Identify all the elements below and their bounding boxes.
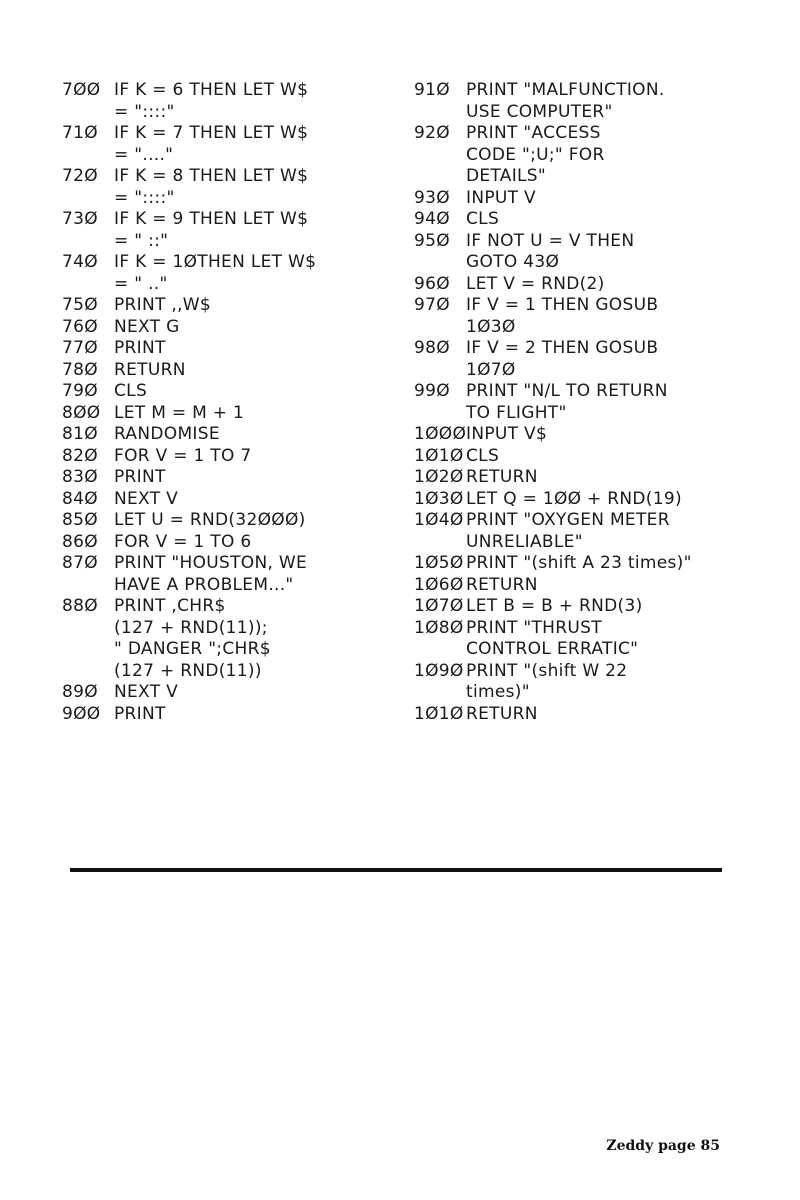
code-line <box>414 575 744 597</box>
code-text: IF V = 2 THEN GOSUB <box>466 338 659 358</box>
code-line <box>414 80 744 123</box>
line-number: 1Ø1Ø <box>414 703 464 724</box>
code-line <box>62 166 382 209</box>
code-text: FOR V = 1 TO 7 <box>114 445 252 466</box>
code-statement <box>114 682 178 704</box>
code-text: IF K = 6 THEN LET W$ <box>114 80 309 100</box>
code-line <box>414 553 744 575</box>
code-statement <box>466 338 658 381</box>
code-line <box>62 123 382 166</box>
line-number: 1Ø4Ø <box>414 510 464 530</box>
horizontal-rule <box>70 868 722 872</box>
code-statement <box>466 274 605 296</box>
code-text: CLS <box>466 209 500 229</box>
code-statement <box>114 467 166 489</box>
code-statement <box>114 510 306 532</box>
code-line <box>414 209 744 231</box>
code-line <box>62 424 382 446</box>
code-statement <box>466 188 536 210</box>
code-line <box>414 231 744 274</box>
code-text: GOTO 43Ø <box>466 252 560 272</box>
code-statement <box>466 704 538 726</box>
code-text: PRINT "(shift A 23 times)" <box>466 553 692 573</box>
code-text: LET Q = 1ØØ + RND(19) <box>466 488 682 509</box>
line-number: 82Ø <box>62 445 98 466</box>
line-number: 79Ø <box>62 381 98 401</box>
code-line <box>62 403 382 425</box>
code-text: CODE ";U;" FOR <box>466 144 605 165</box>
code-line <box>414 338 744 381</box>
line-number: 93Ø <box>414 187 450 208</box>
code-statement <box>466 510 670 553</box>
code-statement <box>466 661 627 704</box>
code-statement <box>466 618 638 661</box>
code-statement <box>114 381 147 403</box>
code-text: 1Ø3Ø <box>466 316 516 337</box>
line-number: 1ØØØ <box>414 424 467 444</box>
code-text: NEXT G <box>114 316 180 337</box>
line-number: 77Ø <box>62 338 98 358</box>
line-number: 1Ø9Ø <box>414 660 464 681</box>
code-text: USE COMPUTER" <box>466 101 613 122</box>
line-number: 7ØØ <box>62 80 101 100</box>
code-text: CLS <box>114 381 148 401</box>
code-text: = " ::" <box>114 230 169 251</box>
code-line <box>414 188 744 210</box>
code-text: IF K = 1ØTHEN LET W$ <box>114 252 317 272</box>
line-number: 1Ø7Ø <box>414 596 464 616</box>
line-number: 91Ø <box>414 80 450 100</box>
code-text: HAVE A PROBLEM..." <box>114 574 294 595</box>
code-line <box>62 553 382 596</box>
line-number: 86Ø <box>62 531 98 552</box>
line-number: 1Ø2Ø <box>414 467 464 487</box>
code-text: IF K = 9 THEN LET W$ <box>114 209 309 229</box>
code-statement <box>466 575 538 597</box>
code-statement <box>114 295 211 317</box>
code-line <box>414 618 744 661</box>
listing-left-column <box>62 80 382 725</box>
code-statement <box>114 166 308 209</box>
code-line <box>414 381 744 424</box>
line-number: 99Ø <box>414 381 450 401</box>
code-statement <box>466 489 682 511</box>
code-text: PRINT <box>114 703 166 724</box>
code-line <box>414 295 744 338</box>
code-statement <box>114 446 251 468</box>
code-text: PRINT ,,W$ <box>114 295 212 315</box>
line-number: 75Ø <box>62 295 98 315</box>
code-text: LET B = B + RND(3) <box>466 596 643 616</box>
code-text: PRINT "THRUST <box>466 617 602 638</box>
code-text: (127 + RND(11)) <box>114 660 262 681</box>
code-statement <box>466 446 499 468</box>
code-statement <box>466 424 547 446</box>
code-line <box>62 682 382 704</box>
line-number: 92Ø <box>414 123 450 143</box>
code-text: IF K = 8 THEN LET W$ <box>114 166 309 186</box>
code-line <box>62 317 382 339</box>
code-text: TO FLIGHT" <box>466 402 567 423</box>
code-line <box>414 661 744 704</box>
code-statement <box>114 489 178 511</box>
code-text: IF V = 1 THEN GOSUB <box>466 295 659 315</box>
code-text: CLS <box>466 445 500 466</box>
code-line <box>414 274 744 296</box>
line-number: 8ØØ <box>62 402 101 423</box>
code-statement <box>114 317 180 339</box>
code-line <box>414 467 744 489</box>
code-statement <box>114 424 220 446</box>
line-number: 98Ø <box>414 338 450 358</box>
code-text: LET M = M + 1 <box>114 402 245 423</box>
code-text: PRINT <box>114 338 166 358</box>
line-number: 95Ø <box>414 230 450 251</box>
code-line <box>62 295 382 317</box>
line-number: 78Ø <box>62 359 98 380</box>
code-text: = " .." <box>114 273 168 294</box>
line-number: 81Ø <box>62 424 98 444</box>
code-text: RETURN <box>114 359 186 380</box>
line-number: 1Ø3Ø <box>414 488 464 509</box>
code-statement <box>114 80 308 123</box>
code-line <box>414 446 744 468</box>
code-text: INPUT V <box>466 187 536 208</box>
line-number: 1Ø8Ø <box>414 617 464 638</box>
code-text: RETURN <box>466 574 538 595</box>
code-line <box>62 381 382 403</box>
code-line <box>62 446 382 468</box>
code-text: 1Ø7Ø <box>466 359 516 380</box>
code-line <box>414 596 744 618</box>
code-text: RETURN <box>466 703 538 724</box>
line-number: 71Ø <box>62 123 98 143</box>
code-text: INPUT V$ <box>466 424 548 444</box>
code-text: PRINT "HOUSTON, WE <box>114 553 308 573</box>
code-statement <box>114 209 308 252</box>
code-text: PRINT "(shift W 22 <box>466 660 628 681</box>
code-statement <box>466 596 643 618</box>
code-line <box>62 596 382 682</box>
code-statement <box>114 553 307 596</box>
code-text: RANDOMISE <box>114 424 220 444</box>
code-line <box>62 80 382 123</box>
line-number: 1Ø6Ø <box>414 574 464 595</box>
code-statement <box>114 360 186 382</box>
code-statement <box>114 596 271 682</box>
code-text: CONTROL ERRATIC" <box>466 639 639 659</box>
code-text: (127 + RND(11)); <box>114 617 268 638</box>
code-text: PRINT "MALFUNCTION. <box>466 80 665 100</box>
line-number: 1Ø5Ø <box>414 553 464 573</box>
line-number: 87Ø <box>62 553 98 573</box>
code-text: PRINT "OXYGEN METER <box>466 510 670 530</box>
code-text: IF NOT U = V THEN <box>466 230 635 251</box>
code-statement <box>466 467 538 489</box>
code-line <box>414 510 744 553</box>
page-footer: Zeddy page 85 <box>606 1138 720 1154</box>
code-line <box>414 123 744 188</box>
code-text: " DANGER ";CHR$ <box>114 639 271 659</box>
line-number: 89Ø <box>62 682 98 702</box>
code-line <box>62 252 382 295</box>
line-number: 97Ø <box>414 295 450 315</box>
code-text: = "::::" <box>114 187 175 208</box>
code-line <box>62 489 382 511</box>
code-statement <box>466 209 499 231</box>
line-number: 1Ø1Ø <box>414 445 464 466</box>
code-statement <box>466 553 692 575</box>
code-statement <box>466 80 665 123</box>
code-text: PRINT <box>114 467 166 487</box>
line-number: 72Ø <box>62 166 98 186</box>
line-number: 76Ø <box>62 316 98 337</box>
code-line <box>414 489 744 511</box>
code-text: LET U = RND(32ØØØ) <box>114 510 306 530</box>
line-number: 88Ø <box>62 596 98 616</box>
code-text: IF K = 7 THEN LET W$ <box>114 123 309 143</box>
code-statement <box>114 704 166 726</box>
code-text: LET V = RND(2) <box>466 273 605 294</box>
line-number: 94Ø <box>414 209 450 229</box>
code-statement <box>114 252 316 295</box>
code-line <box>62 510 382 532</box>
code-line <box>62 209 382 252</box>
line-number: 85Ø <box>62 510 98 530</box>
code-statement <box>466 381 668 424</box>
code-line <box>62 532 382 554</box>
listing-right-column <box>414 80 744 725</box>
code-text: PRINT "N/L TO RETURN <box>466 381 668 401</box>
line-number: 9ØØ <box>62 703 101 724</box>
code-line <box>62 704 382 726</box>
code-text: FOR V = 1 TO 6 <box>114 531 252 552</box>
code-line <box>414 424 744 446</box>
code-text: = "...." <box>114 144 174 165</box>
code-text: NEXT V <box>114 682 179 702</box>
code-text: = "::::" <box>114 101 175 122</box>
code-line <box>62 360 382 382</box>
code-line <box>62 467 382 489</box>
line-number: 96Ø <box>414 273 450 294</box>
code-text: times)" <box>466 682 530 702</box>
line-number: 73Ø <box>62 209 98 229</box>
code-statement <box>114 338 166 360</box>
code-statement <box>114 532 251 554</box>
code-text: PRINT ,CHR$ <box>114 596 226 616</box>
code-statement <box>466 123 605 188</box>
line-number: 84Ø <box>62 488 98 509</box>
code-text: DETAILS" <box>466 166 547 186</box>
line-number: 83Ø <box>62 467 98 487</box>
code-text: NEXT V <box>114 488 179 509</box>
code-line <box>62 338 382 360</box>
code-statement <box>466 231 634 274</box>
code-text: PRINT "ACCESS <box>466 123 601 143</box>
code-text: RETURN <box>466 467 538 487</box>
code-line <box>414 704 744 726</box>
code-statement <box>466 295 658 338</box>
code-statement <box>114 123 308 166</box>
code-statement <box>114 403 244 425</box>
code-text: UNRELIABLE" <box>466 531 583 552</box>
line-number: 74Ø <box>62 252 98 272</box>
